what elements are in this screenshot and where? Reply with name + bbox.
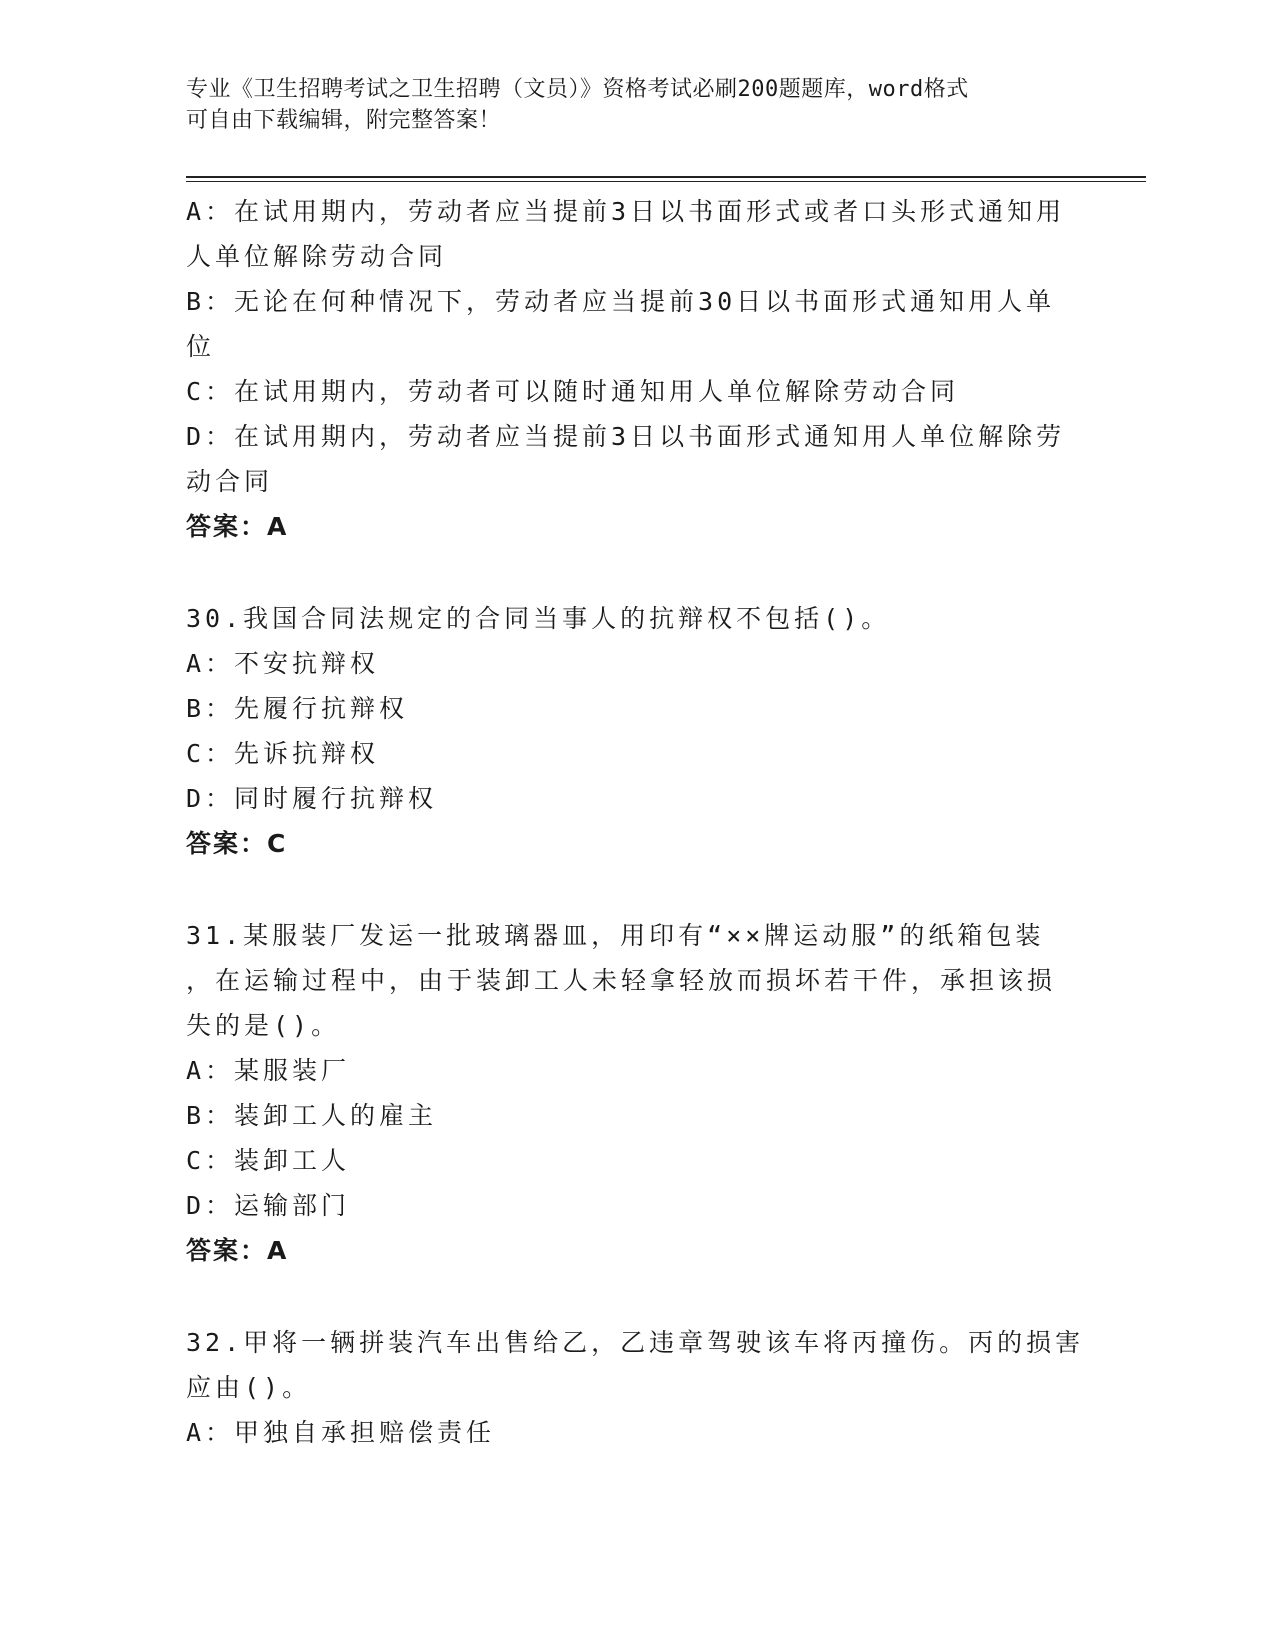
spacer	[186, 1273, 1066, 1320]
q29-answer: 答案：A	[186, 512, 289, 541]
q29-option-d-line-1: D：在试用期内，劳动者应当提前3日以书面形式通知用人单位解除劳	[186, 422, 1066, 451]
q30-option-b: B：先履行抗辩权	[186, 694, 409, 723]
q29-option-c: C：在试用期内，劳动者可以随时通知用人单位解除劳动合同	[186, 377, 960, 406]
q31-option-d: D：运输部门	[186, 1191, 351, 1220]
question-32-block	[186, 1320, 1085, 1455]
spacer	[186, 866, 1066, 913]
spacer	[186, 549, 1066, 596]
q30-option-c: C：先诉抗辩权	[186, 739, 380, 768]
q31-answer: 答案：A	[186, 1236, 289, 1265]
header-line-2: 可自由下载编辑，附完整答案！	[186, 108, 502, 133]
question-30-block	[186, 596, 1066, 866]
header-divider-thin	[186, 181, 1146, 182]
header-line-1: 专业《卫生招聘考试之卫生招聘（文员）》资格考试必刷200题题库，word格式	[186, 77, 969, 102]
q32-stem-line-2: 应由()。	[186, 1373, 312, 1402]
document-header	[186, 74, 1066, 136]
document-body	[186, 189, 1085, 1455]
q29-option-a-line-2: 人单位解除劳动合同	[186, 242, 448, 271]
q30-answer: 答案：C	[186, 829, 288, 858]
q30-option-a: A：不安抗辩权	[186, 649, 380, 678]
q31-option-b: B：装卸工人的雇主	[186, 1101, 438, 1130]
question-29-block	[186, 189, 1066, 549]
q30-stem: 30.我国合同法规定的合同当事人的抗辩权不包括()。	[186, 604, 891, 633]
q29-option-a-line-1: A：在试用期内，劳动者应当提前3日以书面形式或者口头形式通知用	[186, 197, 1066, 226]
question-31-block	[186, 913, 1066, 1273]
q30-option-d: D：同时履行抗辩权	[186, 784, 438, 813]
q31-option-c: C：装卸工人	[186, 1146, 351, 1175]
q31-stem-line-2: ，在运输过程中，由于装卸工人未轻拿轻放而损坏若干件，承担该损	[186, 966, 1057, 995]
q31-stem-line-3: 失的是()。	[186, 1011, 341, 1040]
header-divider-thick	[186, 176, 1146, 178]
q32-stem-line-1: 32.甲将一辆拼装汽车出售给乙，乙违章驾驶该车将丙撞伤。丙的损害	[186, 1328, 1085, 1357]
q29-option-b-line-1: B：无论在何种情况下，劳动者应当提前30日以书面形式通知用人单	[186, 287, 1056, 316]
q29-option-b-line-2: 位	[186, 332, 216, 361]
q29-option-d-line-2: 动合同	[186, 467, 274, 496]
q32-option-a: A：甲独自承担赔偿责任	[186, 1418, 496, 1447]
q31-option-a: A：某服装厂	[186, 1056, 351, 1085]
q31-stem-line-1: 31.某服装厂发运一批玻璃器皿，用印有“××牌运动服”的纸箱包装	[186, 921, 1045, 950]
